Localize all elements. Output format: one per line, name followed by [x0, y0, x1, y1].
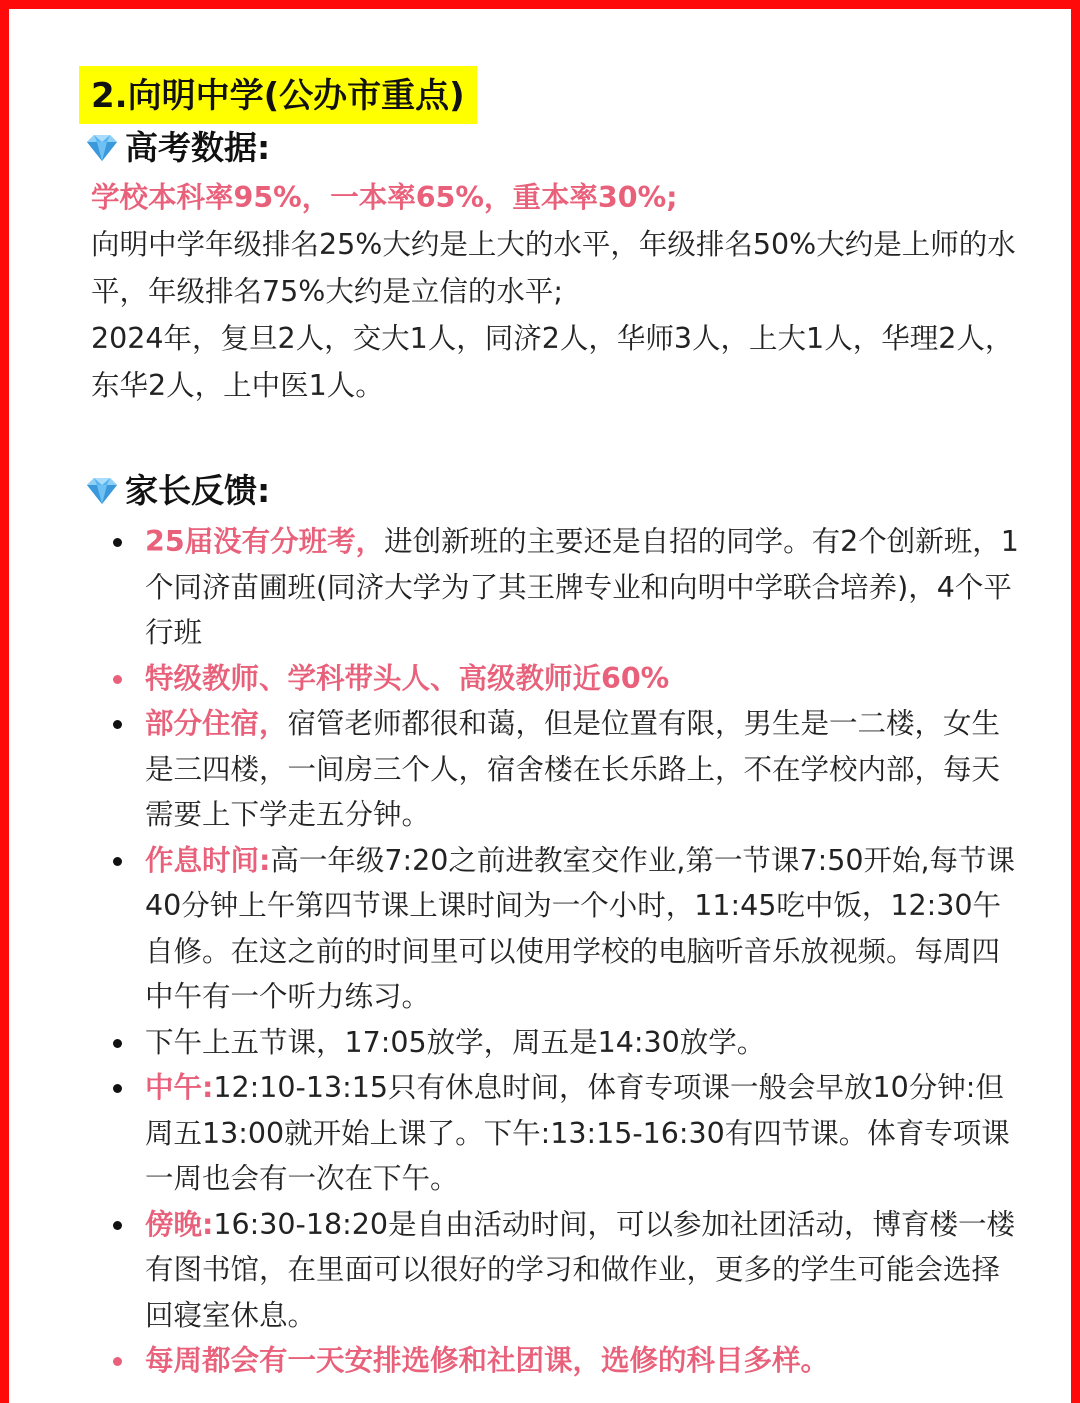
title-highlight	[79, 66, 477, 124]
paragraph-text: 2024年，复旦2人，交大1人，同济2人，华师3人，上大1人，华理2人，东华2人，上中医1人。	[91, 322, 1014, 402]
bullet-dot	[113, 1039, 122, 1048]
paragraph-text: 向明中学年级排名25%大约是上大的水平，年级排名50%大约是上师的水平，年级排名75%大约是立信的水平;	[91, 228, 1016, 308]
bullet-dot	[113, 720, 122, 729]
paragraph	[91, 174, 1021, 221]
bullet-dot	[113, 675, 122, 684]
list-item	[101, 519, 1021, 656]
feedback-list	[101, 519, 1021, 1384]
paragraph	[91, 221, 1021, 315]
highlight-text: 部分住宿，	[145, 707, 288, 740]
section-heading-feedback	[83, 471, 1021, 511]
highlight-text: 特级教师、学科带头人、高级教师近60%	[145, 661, 670, 695]
list-item-text: 进创新班的主要还是自招的同学。有2个创新班，1个同济苗圃班(同济大学为了其王牌专业和向明中学联合培养)，4个平行班	[145, 525, 1019, 649]
paragraph	[91, 315, 1021, 409]
list-item-text: 16:30-18:20是自由活动时间，可以参加社团活动，博育楼一楼有图书馆，在里面可以很好的学习和做作业，更多的学生可能会选择回寝室休息。	[145, 1207, 1015, 1332]
highlight-text: 25届没有分班考，	[145, 525, 385, 558]
diamond-icon	[83, 476, 121, 506]
section-heading-gaokao	[83, 128, 1021, 168]
list-item	[101, 1065, 1021, 1202]
list-item	[101, 1338, 1021, 1384]
section-title: 家长反馈:	[125, 471, 271, 510]
list-item-text: 12:10-13:15只有休息时间，体育专项课一般会早放10分钟:但周五13:00就开始上课了。下午:13:15-16:30有四节课。体育专项课一周也会有一次在下午。	[145, 1071, 1010, 1195]
list-item	[101, 838, 1021, 1020]
highlight-text: 中午:	[145, 1071, 214, 1104]
list-item	[101, 1020, 1021, 1066]
diamond-icon	[83, 133, 121, 163]
highlight-text: 学校本科率95%，一本率65%，重本率30%;	[91, 181, 678, 214]
article-content	[81, 66, 1021, 1384]
bullet-dot	[113, 1357, 122, 1366]
highlight-text: 作息时间:	[145, 843, 271, 877]
page-title: 2.向明中学(公办市重点)	[91, 76, 465, 116]
highlight-text: 每周都会有一天安排选修和社团课，选修的科目多样。	[145, 1344, 830, 1377]
section-title: 高考数据:	[125, 128, 271, 167]
list-item-text: 高一年级7:20之前进教室交作业,第一节课7:50开始,每节课40分钟上午第四节课上课时间为一个小时，11:45吃中饭，12:30午自修。在这之前的时间里可以使用学校的电脑听音乐放视频。每周四中午有一个听力练习。	[145, 843, 1016, 1013]
list-item	[101, 1202, 1021, 1339]
list-item	[101, 701, 1021, 838]
list-item-text: 下午上五节课，17:05放学，周五是14:30放学。	[145, 1025, 766, 1059]
bullet-dot	[113, 857, 122, 866]
bullet-dot	[113, 1084, 122, 1093]
list-item-text: 宿管老师都很和蔼，但是位置有限，男生是一二楼，女生是三四楼，一间房三个人，宿舍楼在长乐路上，不在学校内部，每天需要上下学走五分钟。	[145, 707, 1001, 831]
list-item	[101, 656, 1021, 702]
bullet-dot	[113, 538, 122, 547]
bullet-dot	[113, 1221, 122, 1230]
highlight-text: 傍晚:	[145, 1207, 214, 1241]
